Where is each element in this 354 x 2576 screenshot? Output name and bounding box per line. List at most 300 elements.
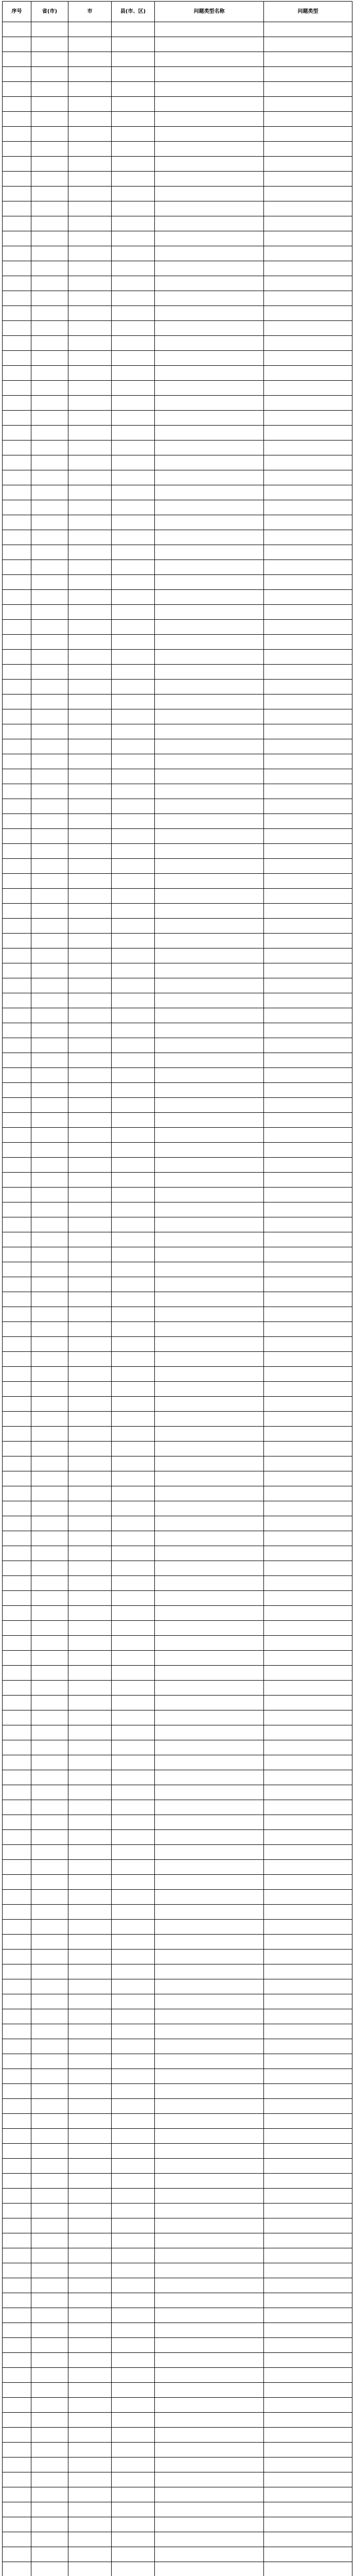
cell-province bbox=[31, 530, 68, 545]
cell-no bbox=[3, 829, 31, 844]
cell-name bbox=[155, 2233, 264, 2248]
cell-city bbox=[68, 306, 112, 321]
cell-county bbox=[112, 1740, 155, 1755]
cell-name bbox=[155, 1755, 264, 1770]
cell-county bbox=[112, 396, 155, 411]
cell-type bbox=[264, 82, 352, 97]
cell-name bbox=[155, 1202, 264, 1217]
table-row bbox=[3, 500, 352, 515]
cell-name bbox=[155, 919, 264, 934]
cell-city bbox=[68, 1516, 112, 1531]
table-row bbox=[3, 1710, 352, 1725]
table-row bbox=[3, 739, 352, 754]
cell-type bbox=[264, 814, 352, 829]
cell-name bbox=[155, 157, 264, 172]
cell-no bbox=[3, 2487, 31, 2502]
cell-type bbox=[264, 2502, 352, 2517]
cell-name bbox=[155, 1083, 264, 1098]
cell-province bbox=[31, 455, 68, 470]
cell-county bbox=[112, 2293, 155, 2308]
cell-no bbox=[3, 1950, 31, 1964]
cell-city bbox=[68, 127, 112, 142]
table-row bbox=[3, 142, 352, 157]
cell-name bbox=[155, 889, 264, 904]
cell-city bbox=[68, 2248, 112, 2263]
table-row bbox=[3, 336, 352, 351]
cell-name bbox=[155, 1337, 264, 1352]
cell-name bbox=[155, 1098, 264, 1113]
table-row bbox=[3, 590, 352, 605]
cell-county bbox=[112, 739, 155, 754]
cell-city bbox=[68, 739, 112, 754]
cell-city bbox=[68, 231, 112, 246]
cell-no bbox=[3, 515, 31, 530]
cell-no bbox=[3, 52, 31, 67]
header-county: 县(市、区) bbox=[112, 2, 155, 22]
cell-county bbox=[112, 724, 155, 739]
cell-city bbox=[68, 799, 112, 814]
cell-city bbox=[68, 440, 112, 455]
cell-province bbox=[31, 590, 68, 605]
cell-no bbox=[3, 1068, 31, 1083]
cell-no bbox=[3, 2398, 31, 2413]
table-row bbox=[3, 1561, 352, 1576]
cell-type bbox=[264, 1606, 352, 1621]
cell-county bbox=[112, 1576, 155, 1591]
cell-province bbox=[31, 1292, 68, 1307]
cell-name bbox=[155, 1456, 264, 1471]
cell-name bbox=[155, 2383, 264, 2398]
table-row bbox=[3, 2233, 352, 2248]
cell-no bbox=[3, 1770, 31, 1785]
table-row bbox=[3, 381, 352, 396]
cell-province bbox=[31, 1920, 68, 1935]
cell-county bbox=[112, 575, 155, 590]
cell-city bbox=[68, 1561, 112, 1576]
table-row bbox=[3, 2383, 352, 2398]
cell-county bbox=[112, 1950, 155, 1964]
cell-type bbox=[264, 1666, 352, 1681]
cell-city bbox=[68, 2218, 112, 2233]
cell-province bbox=[31, 2099, 68, 2114]
table-row bbox=[3, 1860, 352, 1875]
cell-no bbox=[3, 2532, 31, 2547]
cell-county bbox=[112, 1935, 155, 1950]
cell-name bbox=[155, 904, 264, 919]
cell-type bbox=[264, 2218, 352, 2233]
cell-county bbox=[112, 2084, 155, 2099]
cell-no bbox=[3, 590, 31, 605]
table-row bbox=[3, 2293, 352, 2308]
cell-name bbox=[155, 1247, 264, 1262]
cell-no bbox=[3, 1591, 31, 1606]
cell-province bbox=[31, 844, 68, 859]
cell-city bbox=[68, 1576, 112, 1591]
cell-city bbox=[68, 2517, 112, 2532]
cell-name bbox=[155, 1666, 264, 1681]
cell-county bbox=[112, 605, 155, 620]
cell-no bbox=[3, 1546, 31, 1561]
cell-type bbox=[264, 1501, 352, 1516]
cell-name bbox=[155, 306, 264, 321]
cell-type bbox=[264, 500, 352, 515]
cell-county bbox=[112, 1337, 155, 1352]
cell-type bbox=[264, 1412, 352, 1427]
cell-city bbox=[68, 1471, 112, 1486]
cell-province bbox=[31, 1173, 68, 1188]
cell-type bbox=[264, 2069, 352, 2084]
cell-province bbox=[31, 97, 68, 112]
table-row bbox=[3, 1337, 352, 1352]
cell-no bbox=[3, 694, 31, 709]
cell-county bbox=[112, 2338, 155, 2353]
cell-no bbox=[3, 2263, 31, 2278]
cell-no bbox=[3, 545, 31, 560]
cell-province bbox=[31, 500, 68, 515]
table-row bbox=[3, 2547, 352, 2562]
cell-county bbox=[112, 2069, 155, 2084]
cell-no bbox=[3, 1636, 31, 1651]
cell-no bbox=[3, 1023, 31, 1038]
table-row bbox=[3, 112, 352, 127]
cell-province bbox=[31, 620, 68, 635]
cell-county bbox=[112, 560, 155, 575]
cell-type bbox=[264, 2189, 352, 2204]
cell-city bbox=[68, 470, 112, 485]
cell-county bbox=[112, 67, 155, 82]
cell-no bbox=[3, 1785, 31, 1800]
cell-city bbox=[68, 1845, 112, 1860]
cell-type bbox=[264, 2278, 352, 2293]
cell-no bbox=[3, 2323, 31, 2338]
cell-no bbox=[3, 1083, 31, 1098]
cell-county bbox=[112, 1277, 155, 1292]
cell-type bbox=[264, 2248, 352, 2263]
cell-type bbox=[264, 1262, 352, 1277]
cell-name bbox=[155, 2099, 264, 2114]
cell-city bbox=[68, 1815, 112, 1830]
table-row bbox=[3, 1740, 352, 1755]
cell-name bbox=[155, 1964, 264, 1979]
cell-county bbox=[112, 2532, 155, 2547]
cell-city bbox=[68, 1979, 112, 1994]
cell-type bbox=[264, 934, 352, 948]
cell-no bbox=[3, 1113, 31, 1128]
cell-province bbox=[31, 2547, 68, 2562]
cell-no bbox=[3, 261, 31, 276]
cell-province bbox=[31, 859, 68, 874]
cell-type bbox=[264, 1651, 352, 1666]
table-row bbox=[3, 1725, 352, 1740]
cell-no bbox=[3, 1292, 31, 1307]
cell-type bbox=[264, 1307, 352, 1322]
cell-city bbox=[68, 2024, 112, 2039]
cell-type bbox=[264, 1456, 352, 1471]
cell-name bbox=[155, 799, 264, 814]
cell-county bbox=[112, 1292, 155, 1307]
cell-county bbox=[112, 635, 155, 650]
cell-province bbox=[31, 172, 68, 187]
cell-province bbox=[31, 1038, 68, 1053]
cell-county bbox=[112, 620, 155, 635]
cell-type bbox=[264, 1083, 352, 1098]
cell-type bbox=[264, 1920, 352, 1935]
cell-type bbox=[264, 1681, 352, 1696]
table-row bbox=[3, 470, 352, 485]
cell-province bbox=[31, 2278, 68, 2293]
cell-county bbox=[112, 1890, 155, 1905]
cell-county bbox=[112, 2487, 155, 2502]
cell-name bbox=[155, 1262, 264, 1277]
cell-county bbox=[112, 1815, 155, 1830]
table-row bbox=[3, 1008, 352, 1023]
cell-name bbox=[155, 2039, 264, 2054]
cell-name bbox=[155, 1651, 264, 1666]
cell-city bbox=[68, 530, 112, 545]
cell-province bbox=[31, 814, 68, 829]
cell-type bbox=[264, 112, 352, 127]
cell-county bbox=[112, 1442, 155, 1456]
cell-no bbox=[3, 1382, 31, 1397]
table-row bbox=[3, 694, 352, 709]
table-row bbox=[3, 1023, 352, 1038]
cell-county bbox=[112, 2129, 155, 2144]
cell-type bbox=[264, 2024, 352, 2039]
cell-province bbox=[31, 1188, 68, 1202]
cell-name bbox=[155, 1113, 264, 1128]
cell-city bbox=[68, 97, 112, 112]
cell-no bbox=[3, 2353, 31, 2368]
cell-type bbox=[264, 261, 352, 276]
cell-province bbox=[31, 1113, 68, 1128]
cell-name bbox=[155, 2159, 264, 2174]
cell-type bbox=[264, 1113, 352, 1128]
cell-city bbox=[68, 934, 112, 948]
cell-province bbox=[31, 2293, 68, 2308]
cell-no bbox=[3, 799, 31, 814]
cell-province bbox=[31, 1501, 68, 1516]
cell-type bbox=[264, 1217, 352, 1232]
cell-city bbox=[68, 1546, 112, 1561]
cell-type bbox=[264, 366, 352, 381]
table-row bbox=[3, 978, 352, 993]
cell-type bbox=[264, 1755, 352, 1770]
cell-no bbox=[3, 470, 31, 485]
cell-type bbox=[264, 1232, 352, 1247]
cell-type bbox=[264, 2263, 352, 2278]
cell-type bbox=[264, 515, 352, 530]
cell-city bbox=[68, 680, 112, 694]
cell-no bbox=[3, 2218, 31, 2233]
cell-province bbox=[31, 2487, 68, 2502]
table-row bbox=[3, 1158, 352, 1173]
cell-city bbox=[68, 1531, 112, 1546]
cell-county bbox=[112, 1083, 155, 1098]
table-row bbox=[3, 1277, 352, 1292]
cell-no bbox=[3, 1128, 31, 1143]
cell-city bbox=[68, 620, 112, 635]
cell-province bbox=[31, 2084, 68, 2099]
cell-province bbox=[31, 1352, 68, 1367]
table-row bbox=[3, 799, 352, 814]
cell-county bbox=[112, 381, 155, 396]
cell-city bbox=[68, 1412, 112, 1427]
cell-no bbox=[3, 127, 31, 142]
table-row bbox=[3, 560, 352, 575]
table-row bbox=[3, 1053, 352, 1068]
cell-type bbox=[264, 231, 352, 246]
cell-name bbox=[155, 2532, 264, 2547]
cell-type bbox=[264, 1710, 352, 1725]
cell-city bbox=[68, 500, 112, 515]
cell-county bbox=[112, 321, 155, 336]
table-row bbox=[3, 1307, 352, 1322]
cell-province bbox=[31, 1023, 68, 1038]
table-row bbox=[3, 67, 352, 82]
cell-no bbox=[3, 1442, 31, 1456]
cell-county bbox=[112, 2413, 155, 2428]
cell-province bbox=[31, 1994, 68, 2009]
cell-name bbox=[155, 1038, 264, 1053]
cell-city bbox=[68, 2383, 112, 2398]
cell-name bbox=[155, 2562, 264, 2576]
cell-province bbox=[31, 261, 68, 276]
cell-county bbox=[112, 1202, 155, 1217]
cell-type bbox=[264, 1770, 352, 1785]
cell-province bbox=[31, 2368, 68, 2383]
cell-type bbox=[264, 784, 352, 799]
cell-type bbox=[264, 2398, 352, 2413]
cell-type bbox=[264, 1546, 352, 1561]
cell-province bbox=[31, 1905, 68, 1920]
cell-name bbox=[155, 2502, 264, 2517]
cell-province bbox=[31, 2054, 68, 2069]
cell-type bbox=[264, 1576, 352, 1591]
cell-type bbox=[264, 1785, 352, 1800]
cell-city bbox=[68, 37, 112, 52]
cell-province bbox=[31, 1202, 68, 1217]
cell-province bbox=[31, 919, 68, 934]
cell-city bbox=[68, 1725, 112, 1740]
cell-county bbox=[112, 665, 155, 680]
cell-name bbox=[155, 2218, 264, 2233]
cell-city bbox=[68, 2084, 112, 2099]
cell-name bbox=[155, 2308, 264, 2323]
table-row bbox=[3, 2218, 352, 2233]
cell-province bbox=[31, 396, 68, 411]
cell-no bbox=[3, 500, 31, 515]
cell-county bbox=[112, 1591, 155, 1606]
cell-province bbox=[31, 545, 68, 560]
cell-no bbox=[3, 620, 31, 635]
cell-province bbox=[31, 799, 68, 814]
cell-type bbox=[264, 1815, 352, 1830]
cell-name bbox=[155, 1875, 264, 1890]
cell-type bbox=[264, 411, 352, 426]
cell-no bbox=[3, 1173, 31, 1188]
cell-no bbox=[3, 993, 31, 1008]
cell-city bbox=[68, 904, 112, 919]
cell-type bbox=[264, 187, 352, 201]
cell-no bbox=[3, 530, 31, 545]
cell-no bbox=[3, 2413, 31, 2428]
cell-no bbox=[3, 665, 31, 680]
cell-city bbox=[68, 590, 112, 605]
cell-city bbox=[68, 291, 112, 306]
cell-province bbox=[31, 1247, 68, 1262]
cell-county bbox=[112, 650, 155, 665]
cell-city bbox=[68, 1158, 112, 1173]
cell-no bbox=[3, 2517, 31, 2532]
cell-type bbox=[264, 1008, 352, 1023]
cell-province bbox=[31, 201, 68, 216]
header-type: 问题类型 bbox=[264, 2, 352, 22]
cell-type bbox=[264, 1397, 352, 1412]
table-row bbox=[3, 620, 352, 635]
table-row bbox=[3, 1113, 352, 1128]
cell-province bbox=[31, 1277, 68, 1292]
cell-province bbox=[31, 769, 68, 784]
cell-name bbox=[155, 1143, 264, 1158]
cell-county bbox=[112, 1412, 155, 1427]
cell-name bbox=[155, 1292, 264, 1307]
cell-city bbox=[68, 1173, 112, 1188]
header-no: 序号 bbox=[3, 2, 31, 22]
cell-city bbox=[68, 1292, 112, 1307]
cell-name bbox=[155, 993, 264, 1008]
cell-city bbox=[68, 1202, 112, 1217]
cell-type bbox=[264, 709, 352, 724]
cell-province bbox=[31, 1710, 68, 1725]
cell-type bbox=[264, 1875, 352, 1890]
cell-type bbox=[264, 2443, 352, 2458]
cell-no bbox=[3, 1471, 31, 1486]
cell-no bbox=[3, 291, 31, 306]
cell-name bbox=[155, 680, 264, 694]
cell-province bbox=[31, 366, 68, 381]
cell-province bbox=[31, 1591, 68, 1606]
cell-city bbox=[68, 2428, 112, 2443]
cell-type bbox=[264, 1845, 352, 1860]
cell-city bbox=[68, 321, 112, 336]
cell-county bbox=[112, 1830, 155, 1845]
cell-name bbox=[155, 381, 264, 396]
cell-city bbox=[68, 187, 112, 201]
cell-name bbox=[155, 1785, 264, 1800]
table-row bbox=[3, 1442, 352, 1456]
cell-city bbox=[68, 142, 112, 157]
cell-name bbox=[155, 665, 264, 680]
cell-no bbox=[3, 1277, 31, 1292]
table-row bbox=[3, 1143, 352, 1158]
cell-province bbox=[31, 784, 68, 799]
table-row bbox=[3, 1188, 352, 1202]
cell-no bbox=[3, 978, 31, 993]
cell-province bbox=[31, 1666, 68, 1681]
cell-type bbox=[264, 739, 352, 754]
cell-province bbox=[31, 157, 68, 172]
table-row bbox=[3, 455, 352, 470]
table-row bbox=[3, 754, 352, 769]
cell-type bbox=[264, 2487, 352, 2502]
cell-province bbox=[31, 351, 68, 366]
cell-no bbox=[3, 1412, 31, 1427]
cell-type bbox=[264, 993, 352, 1008]
cell-county bbox=[112, 769, 155, 784]
cell-name bbox=[155, 2368, 264, 2383]
table-row bbox=[3, 2069, 352, 2084]
table-row bbox=[3, 1501, 352, 1516]
